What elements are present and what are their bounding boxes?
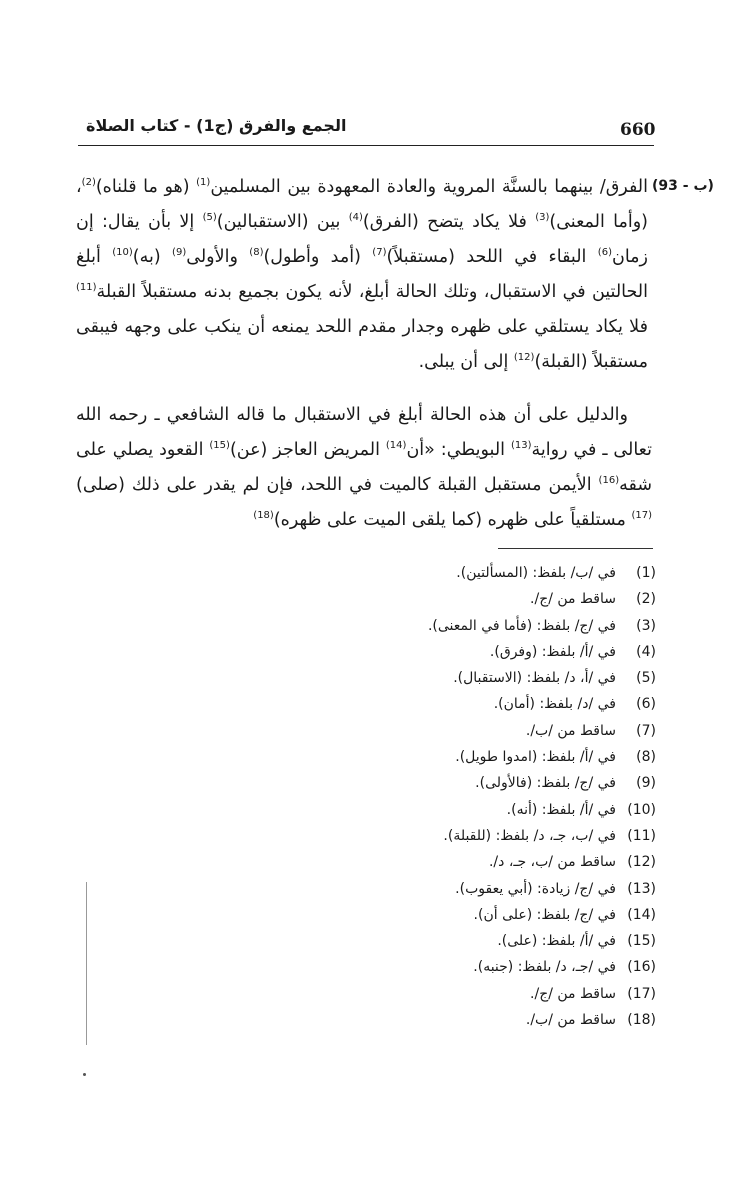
footnote-marker: (14) [385,440,407,452]
footnote-text: ساقط من /ج/. [530,591,616,608]
footnote-number: (1) [636,565,656,581]
footnote-text: في /ج/ بلفظ: (على أن). [473,906,616,923]
footnote-text: في /أ/ بلفظ: (وفرق). [489,643,616,660]
paragraph-text: القعود يصلي على شقه [76,440,652,495]
footnote-text: في /ب، جـ، د/ بلفظ: (للقبلة). [443,827,616,844]
footnote-marker: (7) [372,247,387,259]
paragraph-text: (أمد وأطول) [263,247,373,267]
footnote-text: في /أ/ بلفظ: (على). [497,933,616,950]
footnote-number: (8) [636,749,656,766]
footnote-marker: (15) [209,440,230,452]
footnote-number: (9) [636,775,656,792]
paragraph-text: أبلغ الحالتين في الاستقبال، وتلك الحالة أبلغ، لأنه يكون بجميع بدنه مستقبلاً القبلة [76,247,648,302]
body-paragraph-1 [76,170,648,380]
footnote-text: في /جـ، د/ بلفظ: (جنبه). [473,959,616,976]
footnote-item [380,928,656,954]
footnote-item [380,876,656,902]
footnote-marker: (13) [510,440,532,452]
footnote-marker: (16) [598,475,620,487]
footnote-marker: (10) [112,247,133,259]
footnote-number: (11) [627,827,656,844]
footnote-number: (17) [627,985,656,1002]
footnote-marker: (9) [172,247,187,259]
paragraph-text: إلا بأن يقال: إن زمان [76,212,648,267]
footnote-item [380,639,656,665]
paragraph-text: والدليل على أن هذه الحالة أبلغ في الاستقبال ما قاله الشافعي ـ رحمه الله تعالى ـ في رواية [76,405,652,460]
paragraph-text: والأولى [186,247,250,267]
footnote-marker: (12) [513,352,535,364]
footnote-item [380,797,656,823]
header-rule [78,145,654,146]
footnote-item [380,691,656,717]
footnote-item [380,849,656,875]
footnote-number: (6) [636,696,656,713]
paragraph-text: (هو ما قلناه) [95,177,197,197]
footnote-item [380,1007,656,1033]
footnote-marker: (6) [597,247,612,259]
paragraph-text: (به) [132,247,173,267]
paragraph-text: فلا يكاد يستلقي على ظهره وجدار مقدم اللحد يمنعه أن ينكب على وجهه فيبقى مستقبلاً (القبلة) [76,317,648,372]
footnote-item [380,823,656,849]
page-header [78,112,654,146]
paragraph-text: البقاء في اللحد (مستقبلاً) [386,247,598,267]
footnote-number: (2) [636,591,656,608]
footnote-marker: (8) [249,247,264,259]
footnote-text: في /أ/ بلفظ: (أنه). [506,801,616,818]
footnote-number: (3) [636,617,656,634]
body-paragraph-2 [76,398,652,538]
paragraph-text: الفرق/ بينهما بالسنَّة المروية والعادة المعهودة بين المسلمين [210,177,649,197]
footnote-item [380,718,656,744]
footnote-number: (16) [627,959,656,976]
page-number: 660 [620,120,656,140]
footnotes-list [380,560,656,1033]
footnote-item [380,586,656,612]
footnote-number: (7) [636,722,656,739]
margin-dot [83,1073,86,1076]
footnote-number: (4) [636,643,656,660]
footnote-item [380,744,656,770]
footnote-item [380,665,656,691]
footnote-item [380,981,656,1007]
paragraph-text: بين (الاستقبالين) [216,212,349,232]
footnote-marker: (2) [81,177,96,189]
footnote-marker: (17) [631,510,652,522]
footnote-text: في /ج/ زيادة: (أبي يعقوب). [455,880,616,897]
footnote-item [380,613,656,639]
paragraph-text: مستلقياً على ظهره (كما يلقى الميت على ظهره) [273,510,632,530]
footnote-marker: (4) [348,212,363,224]
footnote-marker: (3) [535,212,550,224]
margin-line [86,882,87,1045]
paragraph-text: المريض العاجز (عن) [229,440,386,460]
footnote-number: (14) [627,906,656,923]
footnote-item [380,954,656,980]
footnote-number: (5) [636,670,656,687]
paragraph-text: إلى أن يبلى. [418,352,514,372]
footnote-text: ساقط من /ب، جـ، د/. [488,854,616,871]
footnote-number: (12) [627,854,656,871]
footnotes-separator [498,548,653,549]
footnote-text: في /د/ بلفظ: (أمان). [493,696,616,713]
manuscript-folio-mark: (93 - ب) [652,178,714,194]
footnote-text: ساقط من /ب/. [525,722,616,739]
footnote-number: (18) [627,1012,656,1029]
footnote-item [380,770,656,796]
paragraph-text: الأيمن مستقبل القبلة كالميت في اللحد، فإن لم يقدر على ذلك (صلى) [76,475,599,495]
footnote-marker: (1) [196,177,211,189]
footnote-marker: (5) [202,212,217,224]
footnote-item [380,902,656,928]
footnote-number: (10) [627,801,656,818]
footnote-item [380,560,656,586]
footnote-text: ساقط من /ب/. [525,1012,616,1029]
footnote-marker: (18) [253,510,274,522]
footnote-number: (13) [627,880,656,897]
paragraph-text: فلا يكاد يتضح (الفرق) [362,212,536,232]
footnote-marker: (11) [76,282,97,294]
footnote-text: في /ب/ بلفظ: (المسألتين). [456,565,616,581]
footnote-text: ساقط من /ج/. [530,985,616,1002]
running-title: الجمع والفرق (ج1) - كتاب الصلاة [86,116,347,135]
footnote-text: في /أ، د/ بلفظ: (الاستقبال). [453,670,616,687]
footnote-text: في /ج/ بلفظ: (فأما في المعنى). [427,617,616,634]
footnote-number: (15) [627,933,656,950]
paragraph-text: ، (وأما المعنى) [76,177,649,232]
footnote-text: في /ج/ بلفظ: (فالأولى). [475,775,616,792]
paragraph-text: البويطي: «أن [406,440,511,460]
footnote-text: في /أ/ بلفظ: (امدوا طويل). [455,749,616,766]
